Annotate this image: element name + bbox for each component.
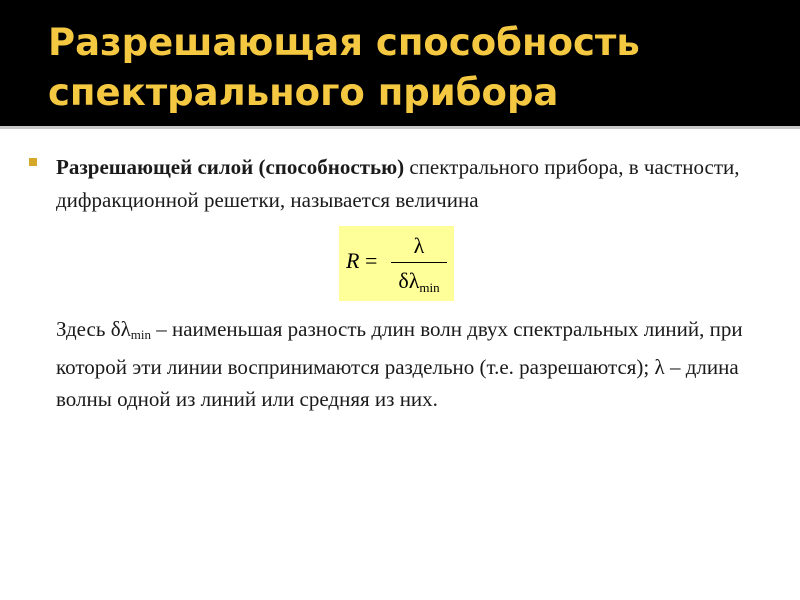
explanation-paragraph xyxy=(56,313,786,415)
explanation-lambda: λ xyxy=(654,355,665,379)
formula-lhs xyxy=(346,248,377,274)
definition-text: спектрального прибора, в частности, дифракционной решетки, называется величина xyxy=(56,155,740,212)
definition-paragraph xyxy=(56,151,786,217)
denominator-subscript: min xyxy=(419,280,440,295)
title-divider xyxy=(0,126,800,129)
explanation-text-1: – наименьшая разность длин волн двух спектральных линий, при которой эти линии воспринимаются раздельно (т.е. разрешаются); xyxy=(56,317,743,379)
definition-term: Разрешающей силой (способностью) xyxy=(56,155,405,179)
explanation-prefix: Здесь xyxy=(56,317,111,341)
formula-equals: = xyxy=(359,248,378,273)
bullet-square-icon xyxy=(29,158,37,166)
formula-variable-r: R xyxy=(346,248,360,273)
explanation-symbol-sub: min xyxy=(130,327,151,342)
resolution-formula xyxy=(339,226,454,301)
formula-fraction xyxy=(389,232,449,295)
explanation-text-2: – длина волны одной из линий или средняя из них. xyxy=(56,355,739,411)
explanation-symbol: δλ xyxy=(110,317,131,341)
slide-title: Разрешающая способность спектрального прибора xyxy=(48,21,640,114)
denominator-symbol: δλ xyxy=(398,268,420,293)
fraction-bar xyxy=(391,262,447,263)
title-band xyxy=(0,0,800,126)
formula-denominator xyxy=(389,267,449,295)
formula-numerator: λ xyxy=(413,233,425,258)
